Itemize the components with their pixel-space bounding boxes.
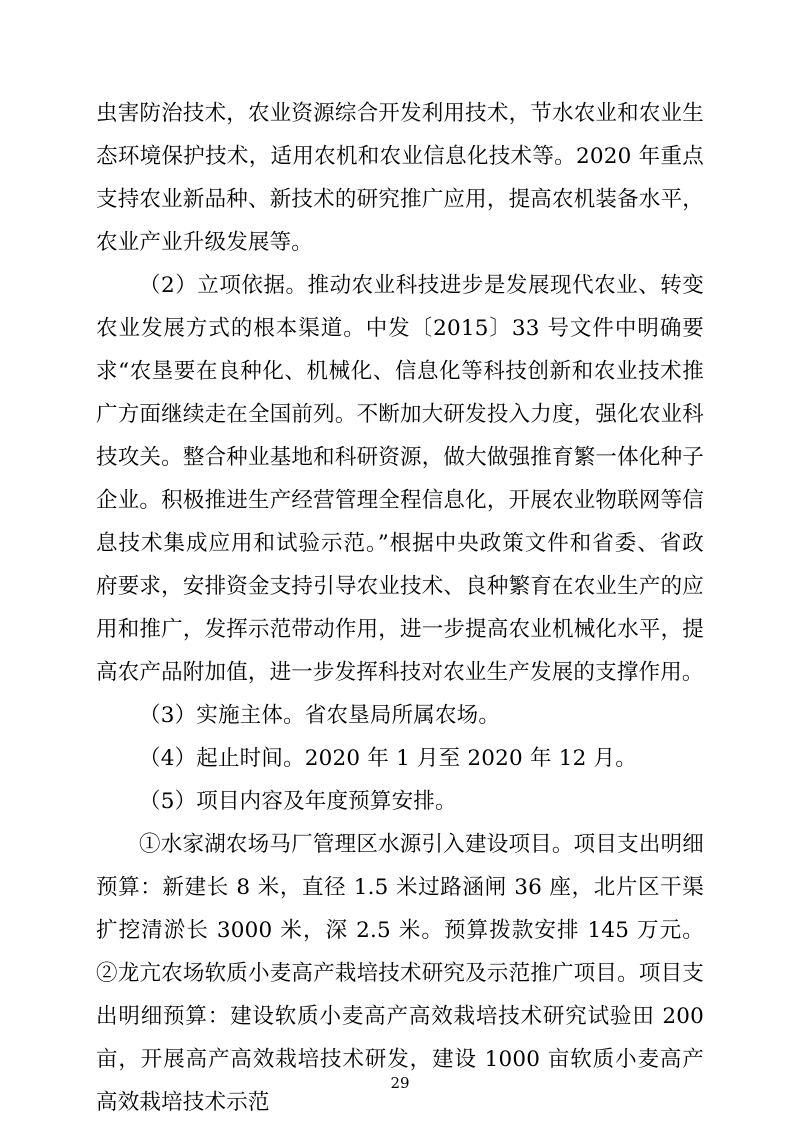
paragraph-implementing-entity: （3）实施主体。省农垦局所属农场。 xyxy=(139,703,501,728)
paragraph-time-range: （4）起止时间。2020 年 1 月至 2020 年 12 月。 xyxy=(139,746,637,771)
paragraph-continuation: 虫害防治技术，农业资源综合开发利用技术，节水农业和农业生态环境保护技术，适用农机和农业信息化技术等。2020 年重点支持农业新品种、新技术的研究推广应用，提高农机装备水平，农业产业升级发展等。 xyxy=(96,101,704,255)
paragraph-budget-details: ①水家湖农场马厂管理区水源引入建设项目。项目支出明细预算：新建长 8 米，直径 1.5 米过路涵闸 36 座，北片区干渠扩挖清淤长 3000 米，深 2.5 米。预算拨款安排 145 万元。②龙亢农场软质小麦高产栽培技术研究及示范推广项目。项目支出明细预算：建设软质小麦高产高效栽培技术研究试验田 200 亩，开展高产高效栽培技术研发，建设 1000 亩软质小麦高产高效栽培技术示范 xyxy=(96,832,704,1115)
paragraph-project-basis: （2）立项依据。推动农业科技进步是发展现代农业、转变农业发展方式的根本渠道。中发〔2015〕33 号文件中明确要求“农垦要在良种化、机械化、信息化等科技创新和农业技术推广方面继续走在全国前列。不断加大研发投入力度，强化农业科技攻关。整合种业基地和科研资源，做大做强推育繁一体化种子企业。积极推进生产经营管理全程信息化，开展农业物联网等信息技术集成应用和试验示范。”根据中央政策文件和省委、省政府要求，安排资金支持引导农业技术、良种繁育在农业生产的应用和推广，发挥示范带动作用，进一步提高农业机械化水平，提高农产品附加值，进一步发挥科技对农业生产发展的支撑作用。 xyxy=(96,273,704,685)
document-body xyxy=(96,92,704,1124)
page-number: 29 xyxy=(390,1074,410,1092)
paragraph-content-budget-heading: （5）项目内容及年度预算安排。 xyxy=(139,789,457,814)
